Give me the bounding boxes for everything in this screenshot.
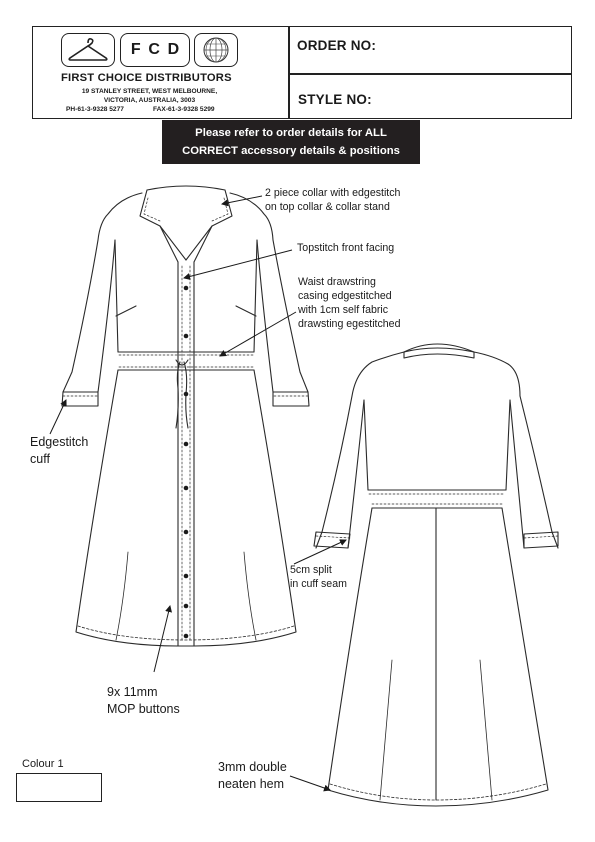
waist-note-line3: with 1cm self fabric	[298, 304, 389, 316]
buttons-note-line2: MOP buttons	[107, 702, 180, 716]
waist-callout-arrow	[220, 312, 296, 356]
collar-note-line2: on top collar & collar stand	[265, 201, 390, 213]
waist-note-line2: casing edgestitched	[298, 290, 392, 302]
topstitch-callout-arrow	[184, 250, 292, 278]
button	[184, 286, 189, 291]
company-phone: PH-61-3-9328 5277	[66, 106, 124, 113]
fcd-letter-c: C	[148, 41, 160, 58]
cuff-note-line2: cuff	[30, 452, 50, 466]
button	[184, 634, 189, 639]
buttons-note-line1: 9x 11mm	[107, 685, 158, 699]
collar-note-line1: 2 piece collar with edgestitch	[265, 187, 401, 199]
front-waist-casing	[118, 352, 254, 370]
button	[184, 604, 189, 609]
cuff-callout-arrow	[50, 400, 66, 434]
hem-callout-arrow	[290, 776, 330, 790]
button	[184, 530, 189, 535]
colour-swatch-field[interactable]	[16, 773, 102, 802]
split-note-line1: 5cm split	[290, 564, 332, 576]
company-fax: FAX-61-3-9328 5299	[153, 106, 215, 113]
waist-note-line1: Waist drawstring	[298, 276, 376, 288]
button	[184, 392, 189, 397]
order-no-label: ORDER NO:	[297, 38, 377, 53]
back-dress-outline	[316, 344, 558, 806]
banner-line2: CORRECT accessory details & positions	[182, 145, 400, 157]
banner-line1: Please refer to order details for ALL	[195, 127, 387, 139]
back-collar	[404, 348, 474, 358]
button	[184, 574, 189, 579]
split-note-line2: in cuff seam	[290, 578, 347, 590]
company-address-line1: 19 STANLEY STREET, WEST MELBOURNE,	[81, 88, 218, 95]
front-collar	[140, 186, 232, 262]
hem-note-line1: 3mm double	[218, 760, 287, 774]
button	[184, 486, 189, 491]
hem-note-line2: neaten hem	[218, 777, 285, 791]
company-name: FIRST CHOICE DISTRIBUTORS	[61, 72, 232, 84]
colour-label: Colour 1	[22, 758, 64, 770]
fcd-letter-d: D	[167, 41, 180, 58]
front-buttons	[184, 286, 189, 639]
company-address-line2: VICTORIA, AUSTRALIA, 3003	[103, 97, 196, 104]
split-callout-arrow	[294, 540, 346, 564]
topstitch-note: Topstitch front facing	[297, 242, 395, 254]
fcd-letter-f: F	[130, 41, 141, 58]
cuff-note-line1: Edgestitch	[30, 435, 89, 449]
button	[184, 442, 189, 447]
front-placket	[178, 262, 194, 646]
back-waist-casing	[368, 490, 506, 508]
buttons-callout-arrow	[154, 606, 170, 672]
style-no-label: STYLE NO:	[298, 92, 372, 107]
button	[184, 334, 189, 339]
waist-note-line4: drawsting egestitched	[298, 318, 401, 330]
